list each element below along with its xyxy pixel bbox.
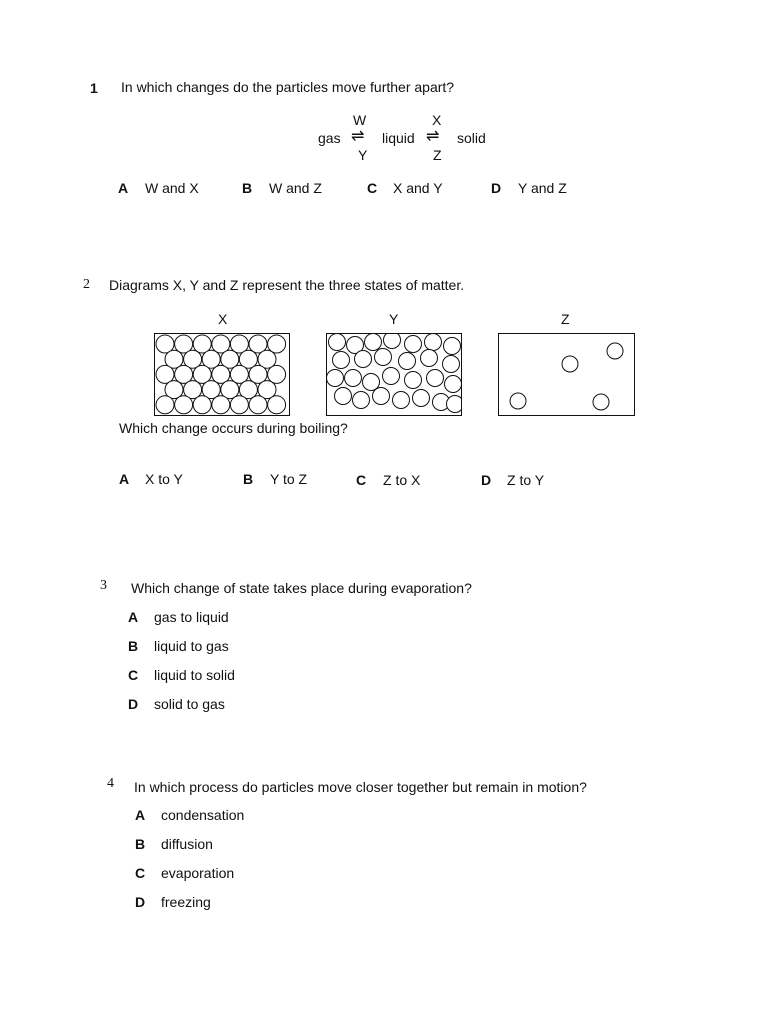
q1-option-c-text: X and Y (393, 180, 443, 196)
q4-option-a-text: condensation (161, 807, 245, 823)
q4-option-b-letter: B (135, 836, 146, 852)
eq-arrow-2: ⇌ (426, 128, 440, 145)
q2-option-d-letter: D (481, 472, 492, 488)
q4-text: In which process do particles move closer together but remain in motion? (134, 779, 587, 795)
eq-W: W (353, 112, 367, 128)
liquid-particle (327, 370, 344, 387)
solid-particle (175, 396, 193, 414)
q3-option-a-letter: A (128, 609, 139, 625)
liquid-particle (399, 353, 416, 370)
q4-option-c-letter: C (135, 865, 146, 881)
liquid-particle (427, 370, 444, 387)
eq-X: X (432, 112, 442, 128)
diagram-z-gas (498, 333, 635, 416)
q3-option-d-text: solid to gas (154, 696, 225, 712)
q4-option-d-letter: D (135, 894, 146, 910)
solid-particle (212, 396, 230, 414)
liquid-particle (333, 352, 350, 369)
q1-option-b-letter: B (242, 180, 253, 196)
q4-number: 4 (107, 776, 114, 791)
liquid-particle (355, 351, 372, 368)
liquid-particle (335, 388, 352, 405)
liquid-particle (425, 334, 442, 351)
diagram-x-label: X (218, 311, 228, 327)
diagram-y-label: Y (389, 311, 399, 327)
diagram-z-label: Z (561, 311, 570, 327)
solid-particle (230, 396, 248, 414)
solid-particle (156, 396, 174, 414)
solid-particle (193, 396, 211, 414)
q1-option-c-letter: C (367, 180, 378, 196)
q1-text: In which changes do the particles move further apart? (121, 79, 455, 95)
solid-particle (249, 396, 267, 414)
q1-number: 1 (90, 80, 98, 96)
liquid-particle (405, 372, 422, 389)
q2-option-b-letter: B (243, 471, 254, 487)
q2-option-c-letter: C (356, 472, 367, 488)
gas-particle (510, 393, 526, 409)
liquid-particle (363, 374, 380, 391)
liquid-particle (447, 396, 462, 413)
eq-liquid: liquid (382, 130, 415, 146)
eq-arrow-1: ⇌ (351, 128, 365, 145)
q2-question: Which change occurs during boiling? (119, 420, 348, 436)
q4-option-c-text: evaporation (161, 865, 235, 881)
eq-Z: Z (433, 147, 442, 163)
eq-solid: solid (457, 130, 486, 146)
q3-number: 3 (100, 578, 107, 593)
q3-option-c-text: liquid to solid (154, 667, 235, 683)
q3-option-a-text: gas to liquid (154, 609, 229, 625)
gas-particle (593, 394, 609, 410)
liquid-particle (345, 370, 362, 387)
liquid-particle (444, 338, 461, 355)
q2-text: Diagrams X, Y and Z represent the three states of matter. (109, 277, 465, 293)
q1-option-a-letter: A (118, 180, 129, 196)
gas-particle (607, 343, 623, 359)
liquid-particle (413, 390, 430, 407)
q1-equation (318, 112, 498, 162)
q1-option-d-text: Y and Z (518, 180, 567, 196)
q3-option-d-letter: D (128, 696, 139, 712)
liquid-particle (375, 349, 392, 366)
q1-option-a-text: W and X (145, 180, 199, 196)
q2-number: 2 (83, 277, 90, 292)
q3-option-b-letter: B (128, 638, 139, 654)
diagram-y-liquid (326, 333, 462, 416)
liquid-particle (443, 356, 460, 373)
q2-option-d-text: Z to Y (507, 472, 545, 488)
gas-particle (562, 356, 578, 372)
liquid-particle (383, 368, 400, 385)
q3-option-c-letter: C (128, 667, 139, 683)
eq-Y: Y (358, 147, 368, 163)
solid-particle (268, 396, 286, 414)
liquid-particle (405, 336, 422, 353)
eq-gas: gas (318, 130, 341, 146)
q3-text: Which change of state takes place during evaporation? (131, 580, 472, 596)
liquid-particle (384, 334, 401, 349)
liquid-particle (393, 392, 410, 409)
q3-option-b-text: liquid to gas (154, 638, 229, 654)
diagram-x-solid (154, 333, 290, 416)
q2-option-a-letter: A (119, 471, 130, 487)
liquid-particle (373, 388, 390, 405)
q1-option-d-letter: D (491, 180, 502, 196)
q2-option-a-text: X to Y (145, 471, 183, 487)
q1-option-b-text: W and Z (269, 180, 322, 196)
liquid-particle (421, 350, 438, 367)
q2-option-c-text: Z to X (383, 472, 421, 488)
q4-option-d-text: freezing (161, 894, 211, 910)
liquid-particle (353, 392, 370, 409)
q4-option-a-letter: A (135, 807, 146, 823)
liquid-particle (329, 334, 346, 351)
liquid-particle (445, 376, 462, 393)
q2-option-b-text: Y to Z (270, 471, 308, 487)
liquid-particle (365, 334, 382, 351)
q4-option-b-text: diffusion (161, 836, 213, 852)
